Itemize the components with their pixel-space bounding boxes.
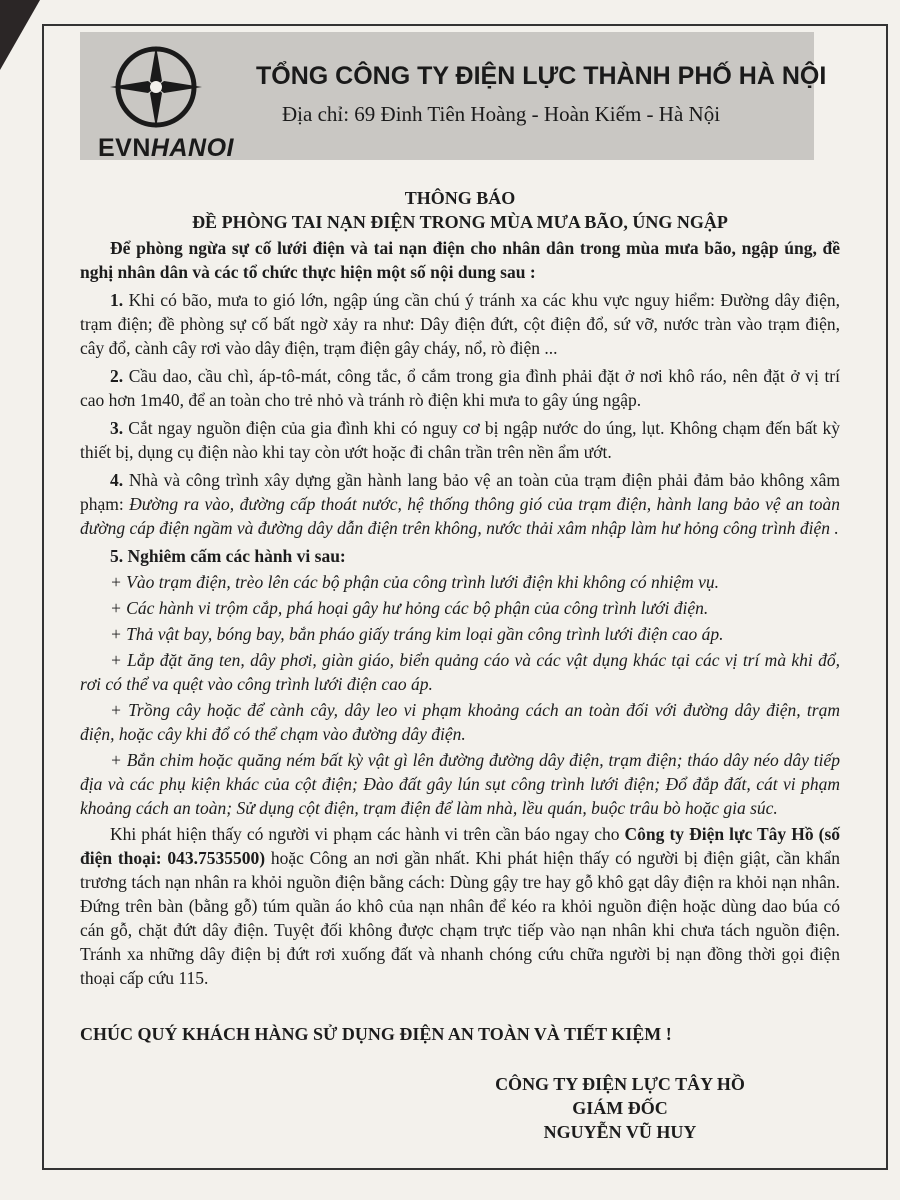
prohibition-item: + Các hành vi trộm cắp, phá hoại gây hư hỏng các bộ phận của công trình lưới điện.: [110, 598, 709, 618]
prohibition-item: + Vào trạm điện, trèo lên các bộ phận của công trình lưới điện khi không có nhiệm vụ.: [110, 572, 720, 592]
item-1: 1. Khi có bão, mưa to gió lớn, ngập úng cần chú ý tránh xa các khu vực nguy hiểm: Đường dây điện, trạm điện; đề phòng sự cố bất ngờ xảy ra như: Dây điện đứt, cột điện đổ, sứ vỡ, nước tràn vào trạm điện, cây đổ, cành cây rơi vào dây điện, trạm điện gây cháy, nổ, rò điện ...: [80, 290, 840, 358]
page-corner-shadow: [0, 0, 40, 70]
company-address: Địa chỉ: 69 Đinh Tiên Hoàng - Hoàn Kiếm - Hà Nội: [282, 102, 721, 126]
company-name: TỔNG CÔNG TY ĐIỆN LỰC THÀNH PHỐ HÀ NỘI: [256, 62, 827, 90]
prohibition-item: + Trồng cây hoặc để cành cây, dây leo vi phạm khoảng cách an toàn đối với đường dây điện, trạm điện, hoặc cây khi đổ có thể chạm vào đường dây điện.: [80, 700, 840, 744]
evn-star-logo-icon: [96, 42, 216, 132]
contact-phone: Công ty Điện lực Tây Hồ (số điện thoại: 043.7535500): [80, 824, 841, 868]
evn-hanoi-brand: EVNHANOI: [98, 134, 234, 162]
notice-subtitle: ĐỀ PHÒNG TAI NẠN ĐIỆN TRONG MÙA MƯA BÃO, ÚNG NGẬP: [192, 212, 728, 232]
item-3: 3. Cắt ngay nguồn điện của gia đình khi có nguy cơ bị ngập nước do úng, lụt. Không chạm đến bất kỳ thiết bị, dụng cụ điện nào khi tay còn ướt hoặc đi chân trần trên nền ẩm ướt.: [80, 418, 841, 462]
closing-line: CHÚC QUÝ KHÁCH HÀNG SỬ DỤNG ĐIỆN AN TOÀN VÀ TIẾT KIỆM !: [80, 1024, 672, 1044]
item-4: 4. Nhà và công trình xây dựng gần hành lang bảo vệ an toàn của trạm điện phải đảm bảo không xâm phạm: Đường ra vào, đường cấp thoát nước, hệ thống thông gió của trạm điện, hành lang bảo vệ an toàn đường cáp điện ngầm và đường dây dẫn điện trên không, nước thải xâm nhập làm hư hỏng công trình điện .: [80, 470, 841, 538]
prohibition-item: + Lắp đặt ăng ten, dây phơi, giàn giáo, biển quảng cáo và các vật dụng khác tại các vị trí mà khi đổ, rơi có thể va quệt vào công trình lưới điện cao áp.: [80, 650, 840, 694]
prohibition-item: + Bắn chim hoặc quăng ném bất kỳ vật gì lên đường đường dây điện, trạm điện; tháo dây néo dây tiếp địa và các phụ kiện khác của cột điện; Đào đất gây lún sụt công trình lưới điện; Đổ đắp đất, cát vi phạm khoảng cách an toàn; Sử dụng cột điện, trạm điện để làm nhà, lều quán, buộc trâu bò hoặc gia súc.: [80, 750, 840, 818]
notice-title: THÔNG BÁO: [404, 188, 516, 208]
report-paragraph: Khi phát hiện thấy có người vi phạm các hành vi trên cần báo ngay cho Công ty Điện lực Tây Hồ (số điện thoại: 043.7535500) hoặc Công an nơi gần nhất. Khi phát hiện thấy có người bị điện giật, cần khẩn trương tách nạn nhân ra khỏi nguồn điện bằng cách: Dùng gậy tre hay gỗ khô gạt dây điện ra khỏi nạn nhân. Đứng trên bàn (bằng gỗ) túm quần áo khô của nạn nhân để kéo ra khỏi nguồn điện hoặc dùng dao búa có cán gỗ, chặt đứt dây điện. Tuyệt đối không được chạm trực tiếp vào nạn nhân khi chưa tách nguồn điện. Tránh xa những dây điện bị đứt rơi xuống đất và nhanh chóng cứu chữa người bị nạn đồng thời gọi điện thoại cấp cứu 115.: [80, 824, 841, 988]
signature-company: CÔNG TY ĐIỆN LỰC TÂY HỒ: [495, 1074, 745, 1094]
signature-role: GIÁM ĐỐC: [572, 1098, 668, 1118]
signature-name: NGUYỄN VŨ HUY: [543, 1122, 697, 1142]
item-2: 2. Cầu dao, cầu chì, áp-tô-mát, công tắc, ổ cắm trong gia đình phải đặt ở nơi khô ráo, nên đặt ở vị trí cao hơn 1m40, để an toàn cho trẻ nhỏ và tránh rò điện khi mưa to gây úng ngập.: [80, 366, 840, 410]
item-5-heading: 5. Nghiêm cấm các hành vi sau:: [110, 546, 346, 566]
prohibition-item: + Thả vật bay, bóng bay, bắn pháo giấy tráng kim loại gần công trình lưới điện cao áp.: [110, 624, 724, 644]
notice-intro: Để phòng ngừa sự cố lưới điện và tai nạn điện cho nhân dân trong mùa mưa bão, ngập úng, đề nghị nhân dân và các tổ chức thực hiện một số nội dung sau :: [80, 238, 840, 282]
signature-block: [460, 1072, 780, 1144]
notice-body: [80, 186, 840, 994]
